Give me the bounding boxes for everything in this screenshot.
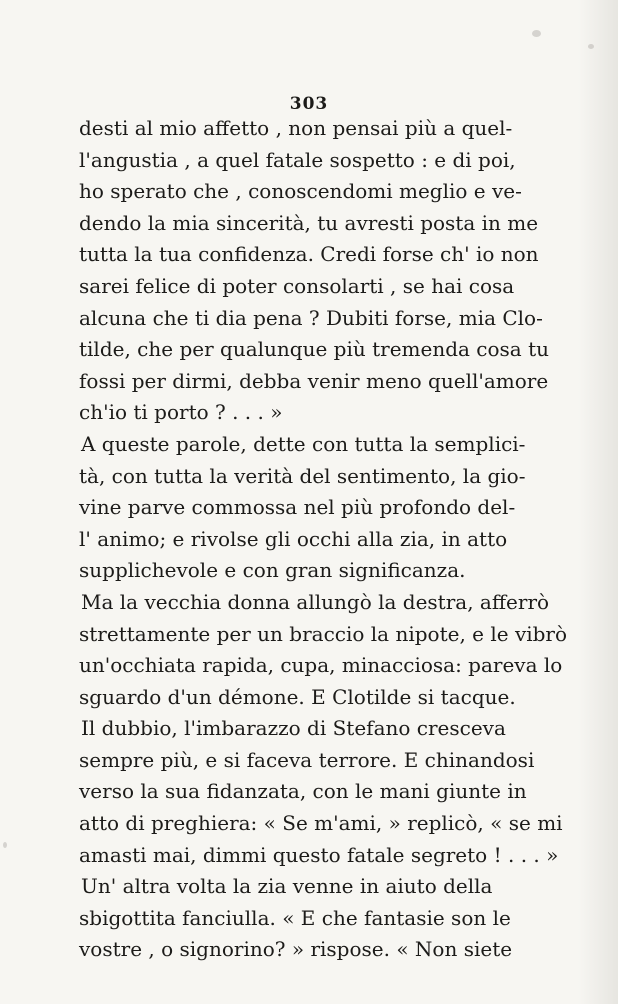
body-text (79, 113, 568, 966)
text-line: strettamente per un braccio la nipote, e le vibrò (79, 621, 568, 646)
page-edge-shadow (578, 0, 618, 1004)
text-line: tilde, che per qualunque più tremenda cosa tu (79, 337, 549, 362)
text-line: tà, con tutta la verità del sentimento, la gio- (79, 463, 526, 488)
page-number: 303 (289, 94, 329, 114)
text-line: A queste parole, dette con tutta la semplici- (81, 431, 526, 456)
text-line: Ma la vecchia donna allungò la destra, afferrò (81, 589, 550, 614)
text-line: vostre , o signorino? » rispose. « Non siete (79, 937, 513, 962)
text-line: atto di preghiera: « Se m'ami, » replicò, « se mi (79, 811, 563, 836)
text-line: fossi per dirmi, debba venir meno quell'amore (79, 368, 549, 393)
scan-speck (588, 44, 594, 49)
text-line: Un' altra volta la zia venne in aiuto della (81, 874, 493, 899)
text-line: ho sperato che , conoscendomi meglio e ve- (79, 179, 522, 204)
text-line: sarei felice di poter consolarti , se hai cosa (79, 273, 515, 298)
text-line: sguardo d'un démone. E Clotilde si tacque. (79, 684, 516, 709)
text-line: sempre più, e si faceva terrore. E chinandosi (79, 747, 535, 772)
scan-speck (3, 842, 7, 848)
text-line: l' animo; e rivolse gli occhi alla zia, in atto (79, 526, 508, 551)
text-line: un'occhiata rapida, cupa, minacciosa: pareva lo (79, 653, 563, 678)
text-line: alcuna che ti dia pena ? Dubiti forse, mia Clo- (79, 305, 543, 330)
text-line: vine parve commossa nel più profondo del- (79, 495, 516, 520)
text-line: sbigottita fanciulla. « E che fantasie son le (79, 905, 511, 930)
text-line: desti al mio affetto , non pensai più a quel- (79, 116, 513, 140)
text-line: l'angustia , a quel fatale sospetto : e di poi, (79, 147, 516, 172)
scan-speck (532, 30, 541, 37)
text-line: dendo la mia sincerità, tu avresti posta in me (79, 210, 539, 235)
text-line: amasti mai, dimmi questo fatale segreto ! . . . » (79, 842, 559, 867)
text-line: verso la sua fidanzata, con le mani giunte in (79, 779, 527, 804)
text-line: tutta la tua confidenza. Credi forse ch' io non (79, 242, 539, 267)
text-line: supplichevole e con gran significanza. (79, 558, 466, 583)
text-line: ch'io ti porto ? . . . » (79, 400, 283, 425)
text-line: Il dubbio, l'imbarazzo di Stefano cresceva (81, 716, 506, 741)
